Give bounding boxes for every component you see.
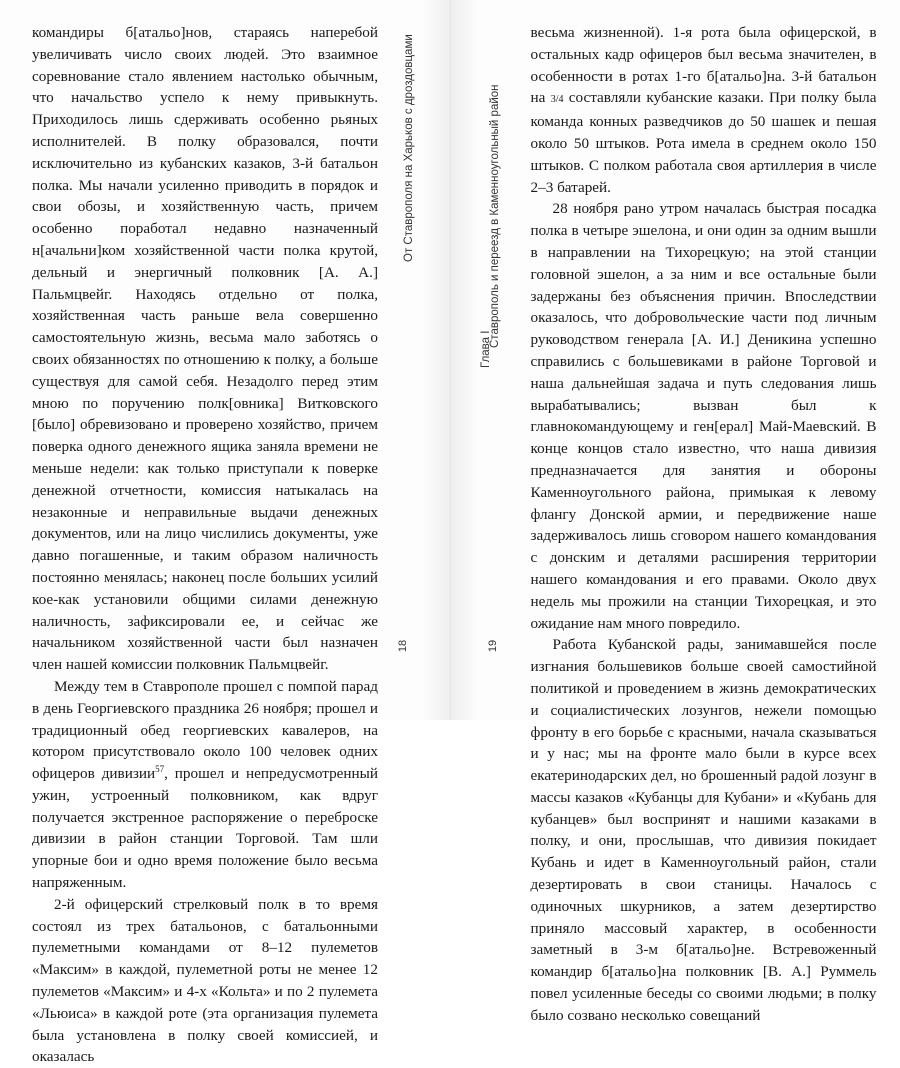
gutter-shadow <box>422 0 450 720</box>
paragraph <box>531 22 877 198</box>
paragraph <box>32 676 378 894</box>
chapter-label: Глава I <box>480 331 492 368</box>
paragraph-text: весьма жизненной). 1-я рота была офицерской, в остальных кадр офицеров был весьма значителен, в особенности в ротах 1-го б[атальо]на. 3-й батальон на <box>531 24 877 106</box>
left-page <box>0 0 451 720</box>
page-number: 18 <box>397 640 409 652</box>
running-head: От Ставрополя на Харьков с дроздовцами <box>403 34 415 262</box>
right-page <box>451 0 900 720</box>
paragraph-text: составляли кубанские казаки. При полку была команда конных разведчиков до 50 шашек и пешая около 50 штыков. Рота имела в среднем около 150 штыков. С полком работала своя артиллерия в числе 2–3 батарей. <box>531 89 877 195</box>
left-page-body <box>32 22 378 1068</box>
paragraph: командиры б[атальо]нов, стараясь наперебой увеличивать число своих людей. Это взаимное соревнование стало явлением настолько обычным, что начальство успело к нему привыкнуть. Приходилось лишь сдерживать особенно рьяных исполнителей. В полку образовался, почти исключительно из кубанских казаков, 3-й батальон полка. Мы начали усиленно приводить в порядок и свои обозы, и хозяйственную часть, причем особенно поработал недавно назначенный н[ачальни]ком хозяйственной части полка крутой, дельный и энергичный полковник [А. А.] Пальмцвейг. Находясь отдельно от полка, хозяйственная часть раньше вела совершенно самостоятельную жизнь, весьма мало заботясь о своих обязанностях по отношению к полку, а больше существуя для самой себя. Незадолго перед этим мною по поручению полк[овника] Витковского [было] обревизовано и проверено хозяйство, причем поверка одного денежного ящика заняла времени не меньше недели: как только приступали к поверке денежной отчетности, комиссия натыкалась на незаконные и неправильные выдачи денежных документов, или на лицо числились документы, уже давно погашенные, и таким образом наличность постоянно менялась; наконец после больших усилий кое-как установили общими силами денежную наличность, зафиксировали ее, и сейчас же начальником хозяйственной части был назначен член нашей комиссии полковник Пальмцвейг. <box>32 22 378 676</box>
paragraph: 2-й офицерский стрелковый полк в то время состоял из трех батальонов, с батальонными пулеметными командами от 8–12 пулеметов «Максим» в каждой, пулеметной роты не менее 12 пулеметов «Максим» и 4-х «Кольта» и по 2 пулемета «Льюиса» в каждой роте (эта организация пулемета была установлена в полку своей комиссией, и оказалась <box>32 894 378 1068</box>
right-page-body <box>531 22 877 1027</box>
gutter-shadow <box>451 0 479 720</box>
paragraph: 28 ноября рано утром началась быстрая посадка полка в четыре эшелона, и они один за одним вышли в направлении на Тихорецкую; на этой станции головной эшелон, а за ним и все остальные были задержаны без объяснения причин. Впоследствии оказалось, что добровольческие части под личным руководством генерала [А. И.] Деникина успешно справились с большевиками в районе Торговой и наша дальнейшая задача и путь следования лишь вырабатывались; вызван был к главнокомандующему и ген[ерал] Май-Маевский. В конце концов стало известно, что наша дивизия предназначается для занятия и обороны Каменноугольного района, примыкая к левому флангу Донской армии, и передвижение наше задерживалось лишь сговором нашего командования с донским и деталями расширения территории нашего командования и его правами. Около двух недель мы прожили на станции Тихорецкая, и это ожидание нам много повредило. <box>531 198 877 634</box>
paragraph-text: , прошел и непредусмотренный ужин, устроенный полковником, как вдруг получается экстренное распоряжение о переброске дивизии в район станции Торговой. Там шли упорные бои и одно время положение было весьма напряженным. <box>32 765 378 891</box>
paragraph: Работа Кубанской рады, занимавшейся после изгнания большевиков больше своей самостийной политикой и проведением в жизнь демократических и социалистических лозунгов, нежели помощью фронту в его борьбе с красными, начала сказываться и у нас; мы на фронте мало были в курсе всех екатеринодарских дел, но брошенный радой лозунг в массы казаков «Кубанцы для Кубани» и «Кубань для кубанцев» был воспринят и нашими казаками в полку, и они, прослышав, что дивизия покидает Кубань и идет в Каменноугольный район, стали дезертировать в свои станицы. Началось с одиночных шкурников, а затем дезертирство приняло массовый характер, в особенности заметный в 3-м б[атальо]не. Встревоженный командир б[атальо]на полковник [В. А.] Руммель повел усиленные беседы со своими людьми; в полку было созвано несколько совещаний <box>531 634 877 1026</box>
paragraph-text: Между тем в Ставрополе прошел с помпой парад в день Георгиевского праздника 26 ноября; прошел и традиционный обед георгиевских кавалеров, на котором присутствовало около 100 человек одних офицеров дивизии <box>32 678 378 782</box>
page-number: 19 <box>487 640 499 652</box>
footnote-reference[interactable]: 57 <box>155 764 164 774</box>
running-head: Ставрополь и переезд в Каменноугольный район <box>489 84 501 348</box>
fraction: 3/4 <box>551 94 564 105</box>
